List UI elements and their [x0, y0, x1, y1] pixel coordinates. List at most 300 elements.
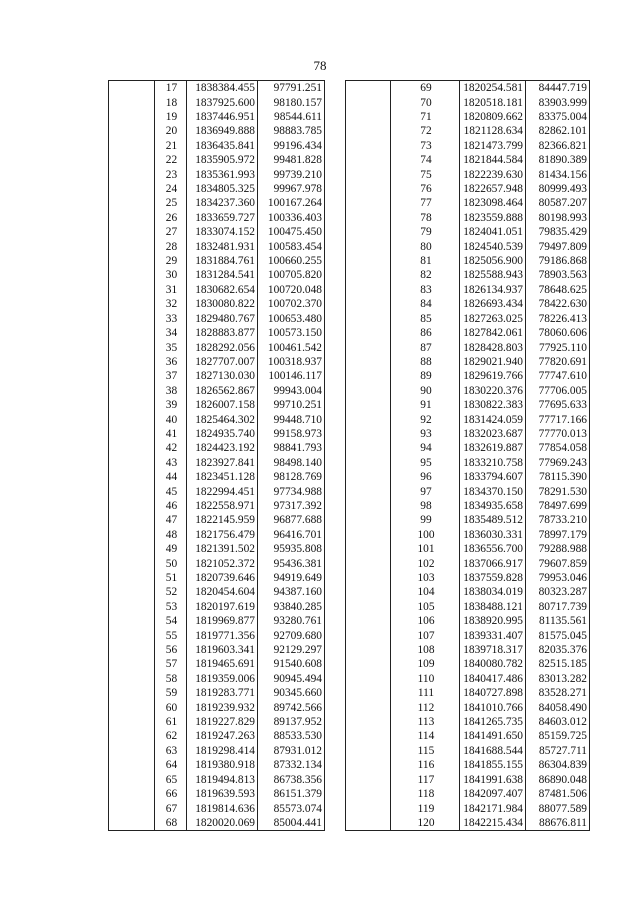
table-row — [109, 283, 325, 297]
point-number-cell: 42 — [165, 442, 178, 455]
point-number-cell: 77 — [420, 197, 432, 210]
point-number-cell: 93 — [420, 427, 432, 440]
table-row — [346, 355, 590, 369]
blank-cell — [109, 456, 155, 470]
x-coordinate-cell: 1825588.943 — [460, 268, 526, 282]
y-coordinate-cell: 79953.046 — [538, 572, 587, 585]
table-row — [346, 110, 590, 124]
table-row — [346, 758, 590, 772]
x-coordinate-cell: 1824935.740 — [187, 427, 258, 441]
x-coordinate-cell: 1822239.630 — [460, 167, 526, 181]
point-number-cell: 102 — [417, 557, 435, 570]
blank-cell — [346, 758, 391, 772]
blank-cell — [109, 729, 155, 743]
blank-cell — [109, 686, 155, 700]
point-number-cell: 23 — [165, 168, 178, 181]
x-coordinate-cell: 1819247.263 — [187, 729, 258, 743]
y-coordinate-cell: 95436.381 — [273, 557, 322, 570]
x-coordinate-cell: 1840417.486 — [460, 672, 526, 686]
table-row — [346, 744, 590, 758]
point-number-cell: 38 — [165, 384, 178, 397]
point-number-cell: 79 — [420, 226, 432, 239]
y-coordinate-cell: 78291.530 — [538, 485, 587, 498]
x-coordinate-cell: 1833659.727 — [187, 211, 258, 225]
y-coordinate-cell: 87481.506 — [538, 788, 587, 801]
table-row — [109, 628, 325, 642]
x-coordinate-cell: 1835489.512 — [460, 513, 526, 527]
table-row — [109, 211, 325, 225]
blank-cell — [109, 773, 155, 787]
point-number-cell: 48 — [165, 528, 178, 541]
blank-cell — [346, 528, 391, 542]
blank-cell — [346, 384, 391, 398]
blank-cell — [346, 643, 391, 657]
point-number-cell: 106 — [417, 615, 435, 628]
point-number-cell: 54 — [165, 615, 178, 628]
x-coordinate-cell: 1834370.150 — [460, 484, 526, 498]
y-coordinate-cell: 100702.370 — [267, 298, 322, 311]
blank-cell — [109, 427, 155, 441]
x-coordinate-cell: 1834237.360 — [187, 196, 258, 210]
x-coordinate-cell: 1830080.822 — [187, 297, 258, 311]
blank-cell — [109, 787, 155, 801]
blank-cell — [346, 124, 391, 138]
point-number-cell: 120 — [417, 816, 435, 829]
x-coordinate-cell: 1820518.181 — [460, 95, 526, 109]
point-number-cell: 44 — [165, 471, 178, 484]
blank-cell — [109, 556, 155, 570]
point-number-cell: 19 — [165, 111, 178, 124]
table-row — [109, 239, 325, 253]
table-row — [109, 801, 325, 815]
y-coordinate-cell: 89742.566 — [273, 701, 322, 714]
table-row — [109, 297, 325, 311]
x-coordinate-cell: 1838034.019 — [460, 585, 526, 599]
blank-cell — [109, 355, 155, 369]
y-coordinate-cell: 99448.710 — [273, 413, 322, 426]
blank-cell — [346, 672, 391, 686]
x-coordinate-cell: 1822145.959 — [187, 513, 258, 527]
blank-cell — [346, 585, 391, 599]
table-row — [109, 773, 325, 787]
x-coordinate-cell: 1819465.691 — [187, 657, 258, 671]
x-coordinate-cell: 1820254.581 — [460, 81, 526, 96]
blank-cell — [109, 614, 155, 628]
y-coordinate-cell: 100660.255 — [267, 255, 322, 268]
point-number-cell: 46 — [165, 499, 178, 512]
point-number-cell: 99 — [420, 514, 432, 527]
x-coordinate-cell: 1841491.650 — [460, 729, 526, 743]
point-number-cell: 103 — [417, 572, 435, 585]
point-number-cell: 97 — [420, 485, 432, 498]
y-coordinate-cell: 83528.271 — [538, 687, 587, 700]
point-number-cell: 119 — [417, 802, 435, 815]
x-coordinate-cell: 1827263.025 — [460, 312, 526, 326]
x-coordinate-cell: 1828428.803 — [460, 340, 526, 354]
table-row — [346, 427, 590, 441]
y-coordinate-cell: 87332.134 — [273, 759, 322, 772]
y-coordinate-cell: 88077.589 — [538, 802, 587, 815]
y-coordinate-cell: 99967.978 — [273, 183, 322, 196]
table-row — [346, 686, 590, 700]
x-coordinate-cell: 1820739.646 — [187, 571, 258, 585]
blank-cell — [346, 470, 391, 484]
point-number-cell: 86 — [420, 327, 432, 340]
x-coordinate-cell: 1822657.948 — [460, 182, 526, 196]
table-row — [109, 196, 325, 210]
table-row — [109, 326, 325, 340]
blank-cell — [109, 340, 155, 354]
x-coordinate-cell: 1819380.918 — [187, 758, 258, 772]
blank-cell — [346, 600, 391, 614]
y-coordinate-cell: 93280.761 — [273, 615, 322, 628]
point-number-cell: 34 — [165, 327, 178, 340]
table-row — [109, 470, 325, 484]
table-row — [346, 239, 590, 253]
point-number-cell: 45 — [165, 485, 178, 498]
blank-cell — [109, 628, 155, 642]
table-row — [346, 816, 590, 831]
x-coordinate-cell: 1834935.658 — [460, 499, 526, 513]
x-coordinate-cell: 1823927.841 — [187, 456, 258, 470]
blank-cell — [109, 600, 155, 614]
blank-cell — [346, 441, 391, 455]
point-number-cell: 87 — [420, 341, 432, 354]
point-number-cell: 66 — [165, 788, 178, 801]
blank-cell — [109, 412, 155, 426]
blank-cell — [346, 744, 391, 758]
x-coordinate-cell: 1840727.898 — [460, 686, 526, 700]
y-coordinate-cell: 82862.101 — [538, 125, 587, 138]
x-coordinate-cell: 1829619.766 — [460, 369, 526, 383]
x-coordinate-cell: 1819298.414 — [187, 744, 258, 758]
x-coordinate-cell: 1827130.030 — [187, 369, 258, 383]
x-coordinate-cell: 1824423.192 — [187, 441, 258, 455]
x-coordinate-cell: 1837559.828 — [460, 571, 526, 585]
point-number-cell: 83 — [420, 283, 432, 296]
table-row — [109, 456, 325, 470]
table-row — [346, 384, 590, 398]
x-coordinate-cell: 1819359.006 — [187, 672, 258, 686]
table-row — [109, 312, 325, 326]
x-coordinate-cell: 1832481.931 — [187, 239, 258, 253]
y-coordinate-cell: 100705.820 — [267, 269, 322, 282]
point-number-cell: 20 — [165, 125, 178, 138]
x-coordinate-cell: 1839331.407 — [460, 628, 526, 642]
y-coordinate-cell: 77747.610 — [538, 370, 587, 383]
x-coordinate-cell: 1838488.121 — [460, 600, 526, 614]
table-row — [346, 513, 590, 527]
y-coordinate-cell: 77770.013 — [538, 427, 587, 440]
point-number-cell: 112 — [417, 701, 435, 714]
x-coordinate-cell: 1822994.451 — [187, 484, 258, 498]
table-row — [109, 513, 325, 527]
point-number-cell: 101 — [417, 543, 435, 556]
y-coordinate-cell: 78060.606 — [538, 327, 587, 340]
table-row — [109, 412, 325, 426]
table-row — [109, 571, 325, 585]
blank-cell — [346, 571, 391, 585]
table-row — [346, 297, 590, 311]
point-number-cell: 73 — [420, 139, 432, 152]
y-coordinate-cell: 78226.413 — [538, 312, 587, 325]
blank-cell — [109, 326, 155, 340]
x-coordinate-cell: 1826693.434 — [460, 297, 526, 311]
table-row — [109, 715, 325, 729]
x-coordinate-cell: 1831424.059 — [460, 412, 526, 426]
y-coordinate-cell: 90945.494 — [273, 672, 322, 685]
table-row — [346, 700, 590, 714]
point-number-cell: 76 — [420, 183, 432, 196]
point-number-cell: 108 — [417, 644, 435, 657]
blank-cell — [109, 657, 155, 671]
blank-cell — [109, 139, 155, 153]
x-coordinate-cell: 1821128.634 — [460, 124, 526, 138]
x-coordinate-cell: 1830220.376 — [460, 384, 526, 398]
y-coordinate-cell: 97317.392 — [273, 499, 322, 512]
blank-cell — [109, 542, 155, 556]
table-row — [109, 268, 325, 282]
blank-cell — [346, 239, 391, 253]
page-number: 78 — [313, 58, 327, 73]
table-row — [109, 384, 325, 398]
point-number-cell: 43 — [165, 456, 178, 469]
table-row — [109, 657, 325, 671]
blank-cell — [346, 139, 391, 153]
blank-cell — [109, 643, 155, 657]
y-coordinate-cell: 80323.287 — [538, 586, 587, 599]
y-coordinate-cell: 77969.243 — [538, 456, 587, 469]
blank-cell — [346, 542, 391, 556]
point-number-cell: 95 — [420, 456, 432, 469]
y-coordinate-cell: 96416.701 — [273, 528, 322, 541]
y-coordinate-cell: 99481.828 — [273, 154, 322, 167]
point-number-cell: 84 — [420, 298, 432, 311]
x-coordinate-cell: 1840080.782 — [460, 657, 526, 671]
table-row — [346, 715, 590, 729]
table-row — [346, 124, 590, 138]
table-row — [109, 499, 325, 513]
x-coordinate-cell: 1823098.464 — [460, 196, 526, 210]
point-number-cell: 50 — [165, 557, 178, 570]
x-coordinate-cell: 1819283.771 — [187, 686, 258, 700]
point-number-cell: 22 — [165, 154, 178, 167]
y-coordinate-cell: 100461.542 — [267, 341, 322, 354]
x-coordinate-cell: 1829480.767 — [187, 312, 258, 326]
point-number-cell: 111 — [417, 687, 435, 700]
y-coordinate-cell: 100336.403 — [267, 211, 322, 224]
point-number-cell: 69 — [420, 82, 432, 95]
blank-cell — [346, 686, 391, 700]
table-row — [109, 542, 325, 556]
table-row — [346, 571, 590, 585]
x-coordinate-cell: 1819227.829 — [187, 715, 258, 729]
point-number-cell: 27 — [165, 226, 178, 239]
x-coordinate-cell: 1838920.995 — [460, 614, 526, 628]
blank-cell — [109, 700, 155, 714]
point-number-cell: 28 — [165, 240, 178, 253]
y-coordinate-cell: 100573.150 — [267, 327, 322, 340]
y-coordinate-cell: 96877.688 — [273, 514, 322, 527]
table-row — [346, 196, 590, 210]
point-number-cell: 91 — [420, 399, 432, 412]
blank-cell — [109, 398, 155, 412]
point-number-cell: 58 — [165, 672, 178, 685]
blank-cell — [346, 499, 391, 513]
y-coordinate-cell: 100318.937 — [267, 355, 322, 368]
x-coordinate-cell: 1841265.735 — [460, 715, 526, 729]
blank-cell — [109, 744, 155, 758]
y-coordinate-cell: 77717.166 — [538, 413, 587, 426]
y-coordinate-cell: 86304.839 — [538, 759, 587, 772]
x-coordinate-cell: 1839718.317 — [460, 643, 526, 657]
blank-cell — [346, 110, 391, 124]
point-number-cell: 67 — [165, 802, 178, 815]
blank-cell — [346, 297, 391, 311]
point-number-cell: 109 — [417, 658, 435, 671]
x-coordinate-cell: 1820809.662 — [460, 110, 526, 124]
point-number-cell: 57 — [165, 658, 178, 671]
point-number-cell: 115 — [417, 744, 435, 757]
y-coordinate-cell: 77925.110 — [539, 341, 587, 354]
table-row — [109, 441, 325, 455]
point-number-cell: 94 — [420, 442, 432, 455]
blank-cell — [346, 211, 391, 225]
y-coordinate-cell: 79186.868 — [538, 255, 587, 268]
x-coordinate-cell: 1821756.479 — [187, 528, 258, 542]
table-row — [346, 628, 590, 642]
table-row — [109, 182, 325, 196]
table-row — [109, 110, 325, 124]
blank-cell — [346, 427, 391, 441]
table-row — [346, 600, 590, 614]
blank-cell — [346, 268, 391, 282]
table-row — [346, 499, 590, 513]
blank-cell — [109, 124, 155, 138]
table-row — [346, 268, 590, 282]
x-coordinate-cell: 1832619.887 — [460, 441, 526, 455]
table-row — [109, 254, 325, 268]
y-coordinate-cell: 77706.005 — [538, 384, 587, 397]
y-coordinate-cell: 87931.012 — [273, 744, 322, 757]
point-number-cell: 110 — [417, 672, 435, 685]
table-row — [109, 340, 325, 354]
coordinate-table-right — [345, 80, 590, 831]
blank-cell — [346, 556, 391, 570]
table-row — [109, 153, 325, 167]
blank-cell — [109, 672, 155, 686]
blank-cell — [109, 369, 155, 383]
blank-cell — [346, 801, 391, 815]
blank-cell — [346, 182, 391, 196]
y-coordinate-cell: 78648.625 — [538, 283, 587, 296]
point-number-cell: 70 — [420, 96, 432, 109]
point-number-cell: 85 — [420, 312, 432, 325]
y-coordinate-cell: 89137.952 — [273, 716, 322, 729]
y-coordinate-cell: 79288.988 — [538, 543, 587, 556]
y-coordinate-cell: 78903.563 — [538, 269, 587, 282]
table-row — [346, 528, 590, 542]
blank-cell — [346, 412, 391, 426]
x-coordinate-cell: 1837925.600 — [187, 95, 258, 109]
x-coordinate-cell: 1825464.302 — [187, 412, 258, 426]
blank-cell — [346, 484, 391, 498]
blank-cell — [109, 441, 155, 455]
x-coordinate-cell: 1842215.434 — [460, 816, 526, 831]
blank-cell — [346, 254, 391, 268]
table-row — [346, 153, 590, 167]
y-coordinate-cell: 99196.434 — [273, 139, 322, 152]
x-coordinate-cell: 1826134.937 — [460, 283, 526, 297]
y-coordinate-cell: 85159.725 — [538, 730, 587, 743]
blank-cell — [346, 729, 391, 743]
point-number-cell: 114 — [417, 730, 435, 743]
table-row — [346, 340, 590, 354]
point-number-cell: 17 — [165, 82, 178, 95]
blank-cell — [109, 801, 155, 815]
blank-cell — [109, 715, 155, 729]
x-coordinate-cell: 1827842.061 — [460, 326, 526, 340]
blank-cell — [346, 787, 391, 801]
point-number-cell: 29 — [165, 255, 178, 268]
point-number-cell: 55 — [165, 629, 178, 642]
blank-cell — [346, 700, 391, 714]
point-number-cell: 49 — [165, 543, 178, 556]
blank-cell — [346, 398, 391, 412]
point-number-cell: 72 — [420, 125, 432, 138]
y-coordinate-cell: 82035.376 — [538, 644, 587, 657]
table-row — [109, 124, 325, 138]
table-row — [346, 95, 590, 109]
point-number-cell: 62 — [165, 730, 178, 743]
blank-cell — [346, 81, 391, 96]
x-coordinate-cell: 1833074.152 — [187, 225, 258, 239]
blank-cell — [346, 326, 391, 340]
point-number-cell: 39 — [165, 399, 178, 412]
y-coordinate-cell: 78497.699 — [538, 499, 587, 512]
y-coordinate-cell: 98180.157 — [273, 96, 322, 109]
table-row — [346, 614, 590, 628]
blank-cell — [346, 312, 391, 326]
point-number-cell: 35 — [165, 341, 178, 354]
blank-cell — [346, 513, 391, 527]
table-row — [109, 614, 325, 628]
y-coordinate-cell: 86151.379 — [273, 788, 322, 801]
table-row — [109, 528, 325, 542]
x-coordinate-cell: 1827707.007 — [187, 355, 258, 369]
point-number-cell: 63 — [165, 744, 178, 757]
x-coordinate-cell: 1841855.155 — [460, 758, 526, 772]
blank-cell — [109, 95, 155, 109]
x-coordinate-cell: 1837066.917 — [460, 556, 526, 570]
x-coordinate-cell: 1819239.932 — [187, 700, 258, 714]
table-row — [109, 686, 325, 700]
table-row — [109, 556, 325, 570]
table-row — [346, 456, 590, 470]
blank-cell — [346, 773, 391, 787]
table-row — [346, 312, 590, 326]
y-coordinate-cell: 100146.117 — [268, 370, 322, 383]
y-coordinate-cell: 88676.811 — [539, 816, 587, 829]
x-coordinate-cell: 1822558.971 — [187, 499, 258, 513]
point-number-cell: 71 — [420, 111, 432, 124]
point-number-cell: 98 — [420, 499, 432, 512]
table-row — [346, 470, 590, 484]
blank-cell — [109, 312, 155, 326]
point-number-cell: 33 — [165, 312, 178, 325]
y-coordinate-cell: 99739.210 — [273, 168, 322, 181]
blank-cell — [346, 369, 391, 383]
